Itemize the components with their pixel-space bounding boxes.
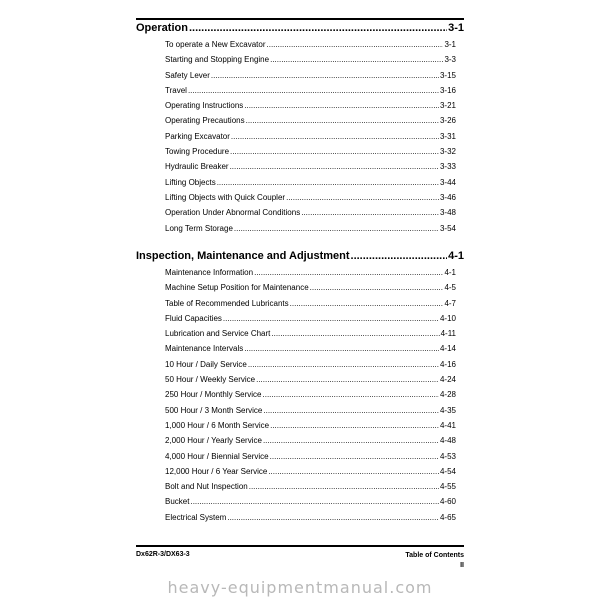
toc-entry-title: Operation Under Abnormal Conditions [165,208,301,218]
toc-entry-page: 3-46 [439,192,456,202]
toc-entry[interactable] [165,147,456,162]
footer-section-name: Table of Contents [405,552,464,559]
toc-entry-title: Hydraulic Breaker [165,162,229,172]
toc-entry-title: Travel [165,85,187,95]
dot-leader [270,452,439,461]
toc-entry-title: Maintenance Intervals [165,344,244,354]
toc-entry-page: 4-48 [439,436,456,446]
footer-model: Dx62R-3/DX63-3 [136,551,190,558]
toc-entry[interactable] [165,314,456,329]
toc-entry-title: Lifting Objects with Quick Coupler [165,192,286,202]
toc-entry-title: 2,000 Hour / Yearly Service [165,436,262,446]
toc-section-heading[interactable] [136,22,464,40]
toc-entry-title: To operate a New Excavator [165,40,266,49]
toc-entry[interactable] [165,360,456,375]
toc-entry[interactable] [165,86,456,101]
toc-entry-title: Safety Lever [165,70,210,80]
dot-leader [248,360,439,369]
toc-entry-title: 4,000 Hour / Biennial Service [165,451,269,461]
toc-entries-list [136,268,464,528]
toc-entries-list [136,40,464,239]
toc-entry[interactable] [165,40,456,55]
dot-leader [231,132,439,141]
toc-entry[interactable] [165,497,456,512]
toc-entry-title: Long Term Storage [165,223,233,233]
toc-entry[interactable] [165,178,456,193]
toc-entry[interactable] [165,436,456,451]
toc-entry-page: 4-5 [444,283,456,293]
footer-page-number: II [460,562,464,569]
toc-entry-page: 3-54 [439,223,456,233]
toc-entry-title: Starting and Stopping Engine [165,55,270,65]
dot-leader [270,55,443,64]
toc-entry[interactable] [165,283,456,298]
toc-entry-page: 4-65 [439,512,456,522]
toc-entry-page: 3-31 [439,131,456,141]
dot-leader [189,22,447,34]
toc-entry-page: 3-32 [439,147,456,157]
toc-entry[interactable] [165,101,456,116]
dot-leader [223,314,439,323]
toc-section-title: Operation [136,22,188,34]
dot-leader [263,390,439,399]
toc-entry[interactable] [165,390,456,405]
toc-entry-page: 3-33 [439,162,456,172]
dot-leader [256,375,439,384]
toc-entry-page: 4-41 [439,420,456,430]
dot-leader [268,467,439,476]
top-rule [136,18,464,20]
dot-leader [270,421,439,430]
dot-leader [310,283,444,292]
toc-entry-title: Machine Setup Position for Maintenance [165,283,309,293]
toc-entry-page: 4-35 [439,405,456,415]
dot-leader [244,344,439,353]
dot-leader [230,162,439,171]
toc-entry-title: 10 Hour / Daily Service [165,359,247,369]
dot-leader [249,482,439,491]
toc-entry-page: 4-60 [439,497,456,507]
toc-entry-title: Table of Recommended Lubricants [165,298,289,308]
toc-entry-title: Operating Instructions [165,101,244,111]
toc-entry-title: Fluid Capacities [165,313,222,323]
watermark-text: heavy-equipmentmanual.com [167,578,433,597]
dot-leader [227,513,439,522]
dot-leader [263,406,439,415]
toc-section-heading[interactable] [136,250,464,268]
toc-entry-page: 4-11 [440,329,456,339]
dot-leader [246,116,439,125]
toc-entry-page: 4-1 [444,268,456,277]
toc-entry-title: Towing Procedure [165,147,230,157]
toc-entry[interactable] [165,421,456,436]
dot-leader [271,329,439,338]
toc-entry-title: Operating Precautions [165,116,245,126]
toc-entry-title: Bucket [165,497,190,507]
toc-entry-title: Lifting Objects [165,177,216,187]
toc-entry-page: 4-24 [439,375,456,385]
toc-entry-page: 3-1 [444,40,456,49]
dot-leader [234,224,439,233]
toc-entry-title: Maintenance Information [165,268,254,277]
toc-section-title: Inspection, Maintenance and Adjustment [136,250,350,262]
toc-entry[interactable] [165,299,456,314]
toc-entry-page: 3-16 [439,85,456,95]
toc-entry-page: 3-3 [444,55,456,65]
dot-leader [190,497,439,506]
toc-section-inspection [136,250,464,528]
toc-entry[interactable] [165,162,456,177]
toc-entry[interactable] [165,208,456,223]
toc-entry[interactable] [165,224,456,239]
toc-entry[interactable] [165,452,456,467]
toc-section-page: 4-1 [448,250,464,262]
toc-entry-title: 50 Hour / Weekly Service [165,375,256,385]
dot-leader [301,208,439,217]
toc-entry[interactable] [165,268,456,283]
toc-entry-page: 4-10 [439,313,456,323]
toc-entry-page: 4-14 [439,344,456,354]
dot-leader [188,86,439,95]
dot-leader [286,193,439,202]
toc-entry-page: 3-15 [439,70,456,80]
toc-entry-page: 3-44 [439,177,456,187]
toc-entry-page: 4-28 [439,390,456,400]
toc-entry[interactable] [165,344,456,359]
toc-entry-page: 3-26 [439,116,456,126]
toc-entry-page: 4-54 [439,466,456,476]
toc-entry-title: 250 Hour / Monthly Service [165,390,262,400]
toc-entry[interactable] [165,329,456,344]
dot-leader [290,299,444,308]
toc-entry-title: 12,000 Hour / 6 Year Service [165,466,268,476]
dot-leader [211,71,439,80]
dot-leader [244,101,439,110]
bottom-rule [136,545,464,547]
toc-entry-title: 1,000 Hour / 6 Month Service [165,420,270,430]
toc-entry[interactable] [165,467,456,482]
dot-leader [217,178,439,187]
toc-section-operation [136,22,464,239]
toc-entry-title: Electrical System [165,512,227,522]
toc-entry-page: 4-53 [439,451,456,461]
toc-entry[interactable] [165,375,456,390]
dot-leader [254,268,443,277]
dot-leader [263,436,439,445]
footer-right [405,551,464,571]
toc-entry[interactable] [165,55,456,70]
toc-entry-page: 3-48 [439,208,456,218]
toc-entry-page: 3-21 [439,101,456,111]
toc-entry[interactable] [165,482,456,497]
dot-leader [351,250,448,262]
toc-entry[interactable] [165,406,456,421]
toc-entry-title: Parking Excavator [165,131,230,141]
toc-entry-page: 4-7 [444,298,456,308]
toc-section-page: 3-1 [448,22,464,34]
dot-leader [230,147,439,156]
dot-leader [267,40,444,49]
toc-entry-title: 500 Hour / 3 Month Service [165,405,263,415]
toc-entry[interactable] [165,116,456,131]
toc-entry-title: Lubrication and Service Chart [165,329,271,339]
toc-entry-page: 4-16 [439,359,456,369]
toc-entry[interactable] [165,513,456,528]
toc-entry[interactable] [165,193,456,208]
toc-entry-page: 4-55 [439,482,456,492]
toc-entry[interactable] [165,132,456,147]
toc-entry[interactable] [165,71,456,86]
toc-entry-title: Bolt and Nut Inspection [165,482,248,492]
